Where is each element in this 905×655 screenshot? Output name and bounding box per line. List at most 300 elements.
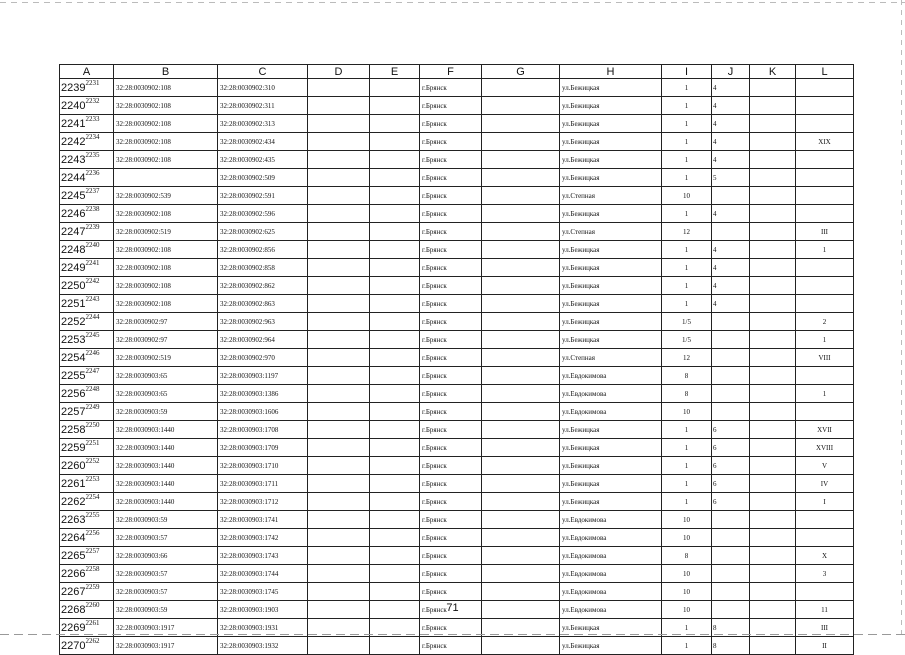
cell-k[interactable]: [750, 205, 796, 223]
cell-l[interactable]: 1: [796, 331, 854, 349]
cell-g[interactable]: [482, 439, 560, 457]
cell-g[interactable]: [482, 367, 560, 385]
cell-j[interactable]: 6: [712, 493, 750, 511]
cell-g[interactable]: [482, 385, 560, 403]
cell-k[interactable]: [750, 241, 796, 259]
cell-b[interactable]: 32:28:0030903:59: [114, 511, 218, 529]
cell-k[interactable]: [750, 295, 796, 313]
cell-c[interactable]: 32:28:0030902:862: [218, 277, 308, 295]
cell-e[interactable]: [370, 493, 420, 511]
cell-k[interactable]: [750, 133, 796, 151]
cell-k[interactable]: [750, 457, 796, 475]
cell-i[interactable]: 1: [662, 493, 712, 511]
cell-e[interactable]: [370, 277, 420, 295]
cell-k[interactable]: [750, 565, 796, 583]
cell-g[interactable]: [482, 565, 560, 583]
cell-c[interactable]: 32:28:0030902:596: [218, 205, 308, 223]
cell-e[interactable]: [370, 205, 420, 223]
cell-f[interactable]: г.Брянск: [420, 493, 482, 511]
cell-e[interactable]: [370, 295, 420, 313]
cell-g[interactable]: [482, 169, 560, 187]
cell-d[interactable]: [308, 439, 370, 457]
cell-g[interactable]: [482, 205, 560, 223]
column-header-j[interactable]: J: [712, 65, 750, 79]
cell-j[interactable]: 4: [712, 277, 750, 295]
cell-f[interactable]: г.Брянск: [420, 547, 482, 565]
cell-j[interactable]: [712, 403, 750, 421]
column-header-l[interactable]: L: [796, 65, 854, 79]
cell-f[interactable]: г.Брянск: [420, 385, 482, 403]
cell-l[interactable]: XIX: [796, 133, 854, 151]
row-number-cell[interactable]: [60, 493, 114, 511]
cell-k[interactable]: [750, 79, 796, 97]
cell-c[interactable]: 32:28:0030903:1744: [218, 565, 308, 583]
cell-f[interactable]: г.Брянск: [420, 619, 482, 637]
cell-d[interactable]: [308, 79, 370, 97]
cell-b[interactable]: 32:28:0030902:108: [114, 277, 218, 295]
row-number-cell[interactable]: [60, 133, 114, 151]
cell-h[interactable]: ул.Бежицкая: [560, 151, 662, 169]
cell-c[interactable]: 32:28:0030902:863: [218, 295, 308, 313]
cell-k[interactable]: [750, 439, 796, 457]
cell-e[interactable]: [370, 79, 420, 97]
cell-k[interactable]: [750, 313, 796, 331]
cell-j[interactable]: 6: [712, 457, 750, 475]
cell-i[interactable]: 1: [662, 97, 712, 115]
cell-b[interactable]: 32:28:0030902:108: [114, 259, 218, 277]
cell-f[interactable]: г.Брянск: [420, 601, 482, 619]
cell-d[interactable]: [308, 367, 370, 385]
cell-i[interactable]: 1: [662, 241, 712, 259]
cell-h[interactable]: ул.Бежицкая: [560, 259, 662, 277]
cell-k[interactable]: [750, 403, 796, 421]
cell-l[interactable]: [796, 295, 854, 313]
cell-h[interactable]: ул.Бежицкая: [560, 313, 662, 331]
cell-e[interactable]: [370, 421, 420, 439]
cell-b[interactable]: 32:28:0030903:1440: [114, 421, 218, 439]
cell-k[interactable]: [750, 421, 796, 439]
cell-f[interactable]: г.Брянск: [420, 439, 482, 457]
cell-c[interactable]: 32:28:0030903:1903: [218, 601, 308, 619]
cell-l[interactable]: VIII: [796, 349, 854, 367]
cell-k[interactable]: [750, 475, 796, 493]
cell-i[interactable]: 8: [662, 385, 712, 403]
row-number-cell[interactable]: [60, 169, 114, 187]
cell-b[interactable]: 32:28:0030903:65: [114, 367, 218, 385]
cell-j[interactable]: [712, 349, 750, 367]
column-header-a[interactable]: A: [60, 65, 114, 79]
row-number-cell[interactable]: [60, 205, 114, 223]
cell-g[interactable]: [482, 259, 560, 277]
cell-d[interactable]: [308, 295, 370, 313]
row-number-cell[interactable]: [60, 637, 114, 655]
cell-j[interactable]: 8: [712, 637, 750, 655]
cell-g[interactable]: [482, 79, 560, 97]
cell-g[interactable]: [482, 349, 560, 367]
cell-d[interactable]: [308, 457, 370, 475]
cell-d[interactable]: [308, 475, 370, 493]
cell-b[interactable]: 32:28:0030903:1440: [114, 457, 218, 475]
cell-g[interactable]: [482, 331, 560, 349]
cell-b[interactable]: 32:28:0030903:66: [114, 547, 218, 565]
cell-l[interactable]: XVIII: [796, 439, 854, 457]
cell-b[interactable]: 32:28:0030903:57: [114, 565, 218, 583]
cell-c[interactable]: 32:28:0030902:310: [218, 79, 308, 97]
cell-c[interactable]: 32:28:0030902:311: [218, 97, 308, 115]
cell-l[interactable]: [796, 277, 854, 295]
cell-h[interactable]: ул.Бежицкая: [560, 205, 662, 223]
row-number-cell[interactable]: [60, 421, 114, 439]
cell-k[interactable]: [750, 493, 796, 511]
cell-e[interactable]: [370, 547, 420, 565]
row-number-cell[interactable]: [60, 349, 114, 367]
cell-l[interactable]: [796, 511, 854, 529]
cell-i[interactable]: 8: [662, 367, 712, 385]
cell-e[interactable]: [370, 457, 420, 475]
cell-e[interactable]: [370, 259, 420, 277]
cell-l[interactable]: [796, 169, 854, 187]
cell-b[interactable]: 32:28:0030902:108: [114, 241, 218, 259]
cell-b[interactable]: 32:28:0030902:108: [114, 133, 218, 151]
cell-b[interactable]: 32:28:0030902:108: [114, 79, 218, 97]
cell-d[interactable]: [308, 583, 370, 601]
cell-e[interactable]: [370, 367, 420, 385]
cell-l[interactable]: [796, 205, 854, 223]
cell-d[interactable]: [308, 421, 370, 439]
cell-j[interactable]: 4: [712, 79, 750, 97]
cell-h[interactable]: ул.Бежицкая: [560, 241, 662, 259]
cell-h[interactable]: ул.Бежицкая: [560, 637, 662, 655]
cell-k[interactable]: [750, 187, 796, 205]
cell-j[interactable]: 4: [712, 205, 750, 223]
column-header-c[interactable]: C: [218, 65, 308, 79]
row-number-cell[interactable]: [60, 223, 114, 241]
cell-l[interactable]: [796, 115, 854, 133]
cell-c[interactable]: 32:28:0030902:858: [218, 259, 308, 277]
cell-b[interactable]: 32:28:0030902:108: [114, 151, 218, 169]
cell-f[interactable]: г.Брянск: [420, 205, 482, 223]
cell-b[interactable]: [114, 169, 218, 187]
cell-h[interactable]: ул.Бежицкая: [560, 439, 662, 457]
cell-b[interactable]: 32:28:0030902:519: [114, 349, 218, 367]
cell-d[interactable]: [308, 205, 370, 223]
cell-j[interactable]: [712, 223, 750, 241]
row-number-cell[interactable]: [60, 475, 114, 493]
cell-j[interactable]: 4: [712, 151, 750, 169]
cell-f[interactable]: г.Брянск: [420, 241, 482, 259]
cell-f[interactable]: г.Брянск: [420, 97, 482, 115]
cell-h[interactable]: ул.Бежицкая: [560, 169, 662, 187]
cell-k[interactable]: [750, 115, 796, 133]
cell-f[interactable]: г.Брянск: [420, 529, 482, 547]
cell-l[interactable]: II: [796, 637, 854, 655]
cell-b[interactable]: 32:28:0030902:97: [114, 331, 218, 349]
cell-k[interactable]: [750, 259, 796, 277]
cell-f[interactable]: г.Брянск: [420, 367, 482, 385]
cell-l[interactable]: [796, 151, 854, 169]
cell-h[interactable]: ул.Бежицкая: [560, 115, 662, 133]
cell-l[interactable]: 2: [796, 313, 854, 331]
cell-l[interactable]: [796, 529, 854, 547]
cell-e[interactable]: [370, 349, 420, 367]
cell-j[interactable]: [712, 385, 750, 403]
cell-g[interactable]: [482, 403, 560, 421]
row-number-cell[interactable]: [60, 529, 114, 547]
cell-k[interactable]: [750, 223, 796, 241]
cell-f[interactable]: г.Брянск: [420, 223, 482, 241]
cell-j[interactable]: 4: [712, 97, 750, 115]
cell-b[interactable]: 32:28:0030903:1440: [114, 493, 218, 511]
cell-g[interactable]: [482, 295, 560, 313]
cell-b[interactable]: 32:28:0030903:59: [114, 403, 218, 421]
cell-j[interactable]: 8: [712, 619, 750, 637]
cell-h[interactable]: ул.Бежицкая: [560, 277, 662, 295]
cell-g[interactable]: [482, 421, 560, 439]
cell-g[interactable]: [482, 133, 560, 151]
cell-i[interactable]: 1: [662, 475, 712, 493]
cell-l[interactable]: [796, 583, 854, 601]
cell-l[interactable]: 11: [796, 601, 854, 619]
cell-d[interactable]: [308, 493, 370, 511]
cell-c[interactable]: 32:28:0030902:625: [218, 223, 308, 241]
cell-e[interactable]: [370, 529, 420, 547]
cell-d[interactable]: [308, 385, 370, 403]
cell-i[interactable]: 10: [662, 601, 712, 619]
cell-i[interactable]: 1: [662, 457, 712, 475]
cell-j[interactable]: 5: [712, 169, 750, 187]
row-number-cell[interactable]: [60, 241, 114, 259]
cell-h[interactable]: ул.Евдокимова: [560, 529, 662, 547]
cell-i[interactable]: 1: [662, 295, 712, 313]
cell-f[interactable]: г.Брянск: [420, 133, 482, 151]
cell-c[interactable]: 32:28:0030903:1742: [218, 529, 308, 547]
cell-e[interactable]: [370, 151, 420, 169]
cell-g[interactable]: [482, 529, 560, 547]
cell-e[interactable]: [370, 241, 420, 259]
cell-d[interactable]: [308, 637, 370, 655]
cell-g[interactable]: [482, 493, 560, 511]
cell-k[interactable]: [750, 637, 796, 655]
cell-f[interactable]: г.Брянск: [420, 115, 482, 133]
cell-h[interactable]: ул.Бежицкая: [560, 331, 662, 349]
cell-g[interactable]: [482, 187, 560, 205]
column-header-g[interactable]: G: [482, 65, 560, 79]
cell-i[interactable]: 12: [662, 223, 712, 241]
cell-e[interactable]: [370, 583, 420, 601]
cell-c[interactable]: 32:28:0030902:963: [218, 313, 308, 331]
cell-i[interactable]: 10: [662, 529, 712, 547]
cell-c[interactable]: 32:28:0030903:1709: [218, 439, 308, 457]
cell-j[interactable]: [712, 367, 750, 385]
row-number-cell[interactable]: [60, 331, 114, 349]
row-number-cell[interactable]: [60, 79, 114, 97]
cell-d[interactable]: [308, 97, 370, 115]
cell-i[interactable]: 1: [662, 619, 712, 637]
cell-h[interactable]: ул.Степная: [560, 187, 662, 205]
row-number-cell[interactable]: [60, 439, 114, 457]
cell-h[interactable]: ул.Евдокимова: [560, 367, 662, 385]
cell-c[interactable]: 32:28:0030903:1197: [218, 367, 308, 385]
column-header-k[interactable]: K: [750, 65, 796, 79]
cell-i[interactable]: 1: [662, 637, 712, 655]
cell-d[interactable]: [308, 529, 370, 547]
row-number-cell[interactable]: [60, 295, 114, 313]
cell-c[interactable]: 32:28:0030903:1386: [218, 385, 308, 403]
cell-l[interactable]: [796, 97, 854, 115]
cell-h[interactable]: ул.Степная: [560, 349, 662, 367]
cell-c[interactable]: 32:28:0030902:856: [218, 241, 308, 259]
cell-j[interactable]: [712, 547, 750, 565]
cell-h[interactable]: ул.Бежицкая: [560, 79, 662, 97]
cell-j[interactable]: 4: [712, 133, 750, 151]
cell-i[interactable]: 1: [662, 439, 712, 457]
row-number-cell[interactable]: [60, 403, 114, 421]
cell-i[interactable]: 10: [662, 583, 712, 601]
cell-d[interactable]: [308, 187, 370, 205]
cell-j[interactable]: [712, 565, 750, 583]
cell-h[interactable]: ул.Бежицкая: [560, 421, 662, 439]
cell-g[interactable]: [482, 277, 560, 295]
row-number-cell[interactable]: [60, 367, 114, 385]
row-number-cell[interactable]: [60, 259, 114, 277]
cell-g[interactable]: [482, 637, 560, 655]
cell-f[interactable]: г.Брянск: [420, 169, 482, 187]
cell-g[interactable]: [482, 313, 560, 331]
cell-d[interactable]: [308, 259, 370, 277]
cell-i[interactable]: 1/5: [662, 331, 712, 349]
cell-h[interactable]: ул.Евдокимова: [560, 511, 662, 529]
cell-j[interactable]: 4: [712, 295, 750, 313]
cell-g[interactable]: [482, 97, 560, 115]
cell-e[interactable]: [370, 331, 420, 349]
cell-h[interactable]: ул.Бежицкая: [560, 475, 662, 493]
row-number-cell[interactable]: [60, 97, 114, 115]
cell-e[interactable]: [370, 97, 420, 115]
cell-l[interactable]: V: [796, 457, 854, 475]
cell-f[interactable]: г.Брянск: [420, 295, 482, 313]
cell-i[interactable]: 1: [662, 259, 712, 277]
cell-i[interactable]: 10: [662, 187, 712, 205]
cell-c[interactable]: 32:28:0030903:1932: [218, 637, 308, 655]
cell-f[interactable]: г.Брянск: [420, 511, 482, 529]
cell-d[interactable]: [308, 511, 370, 529]
cell-c[interactable]: 32:28:0030903:1708: [218, 421, 308, 439]
cell-c[interactable]: 32:28:0030903:1743: [218, 547, 308, 565]
cell-h[interactable]: ул.Бежицкая: [560, 97, 662, 115]
cell-c[interactable]: 32:28:0030902:591: [218, 187, 308, 205]
cell-l[interactable]: IV: [796, 475, 854, 493]
cell-k[interactable]: [750, 385, 796, 403]
cell-i[interactable]: 10: [662, 511, 712, 529]
cell-b[interactable]: 32:28:0030902:97: [114, 313, 218, 331]
cell-d[interactable]: [308, 331, 370, 349]
cell-b[interactable]: 32:28:0030903:1917: [114, 637, 218, 655]
cell-d[interactable]: [308, 313, 370, 331]
cell-f[interactable]: г.Брянск: [420, 421, 482, 439]
cell-d[interactable]: [308, 169, 370, 187]
cell-f[interactable]: г.Брянск: [420, 457, 482, 475]
cell-l[interactable]: 1: [796, 241, 854, 259]
cell-c[interactable]: 32:28:0030903:1606: [218, 403, 308, 421]
cell-k[interactable]: [750, 511, 796, 529]
cell-e[interactable]: [370, 223, 420, 241]
cell-l[interactable]: [796, 187, 854, 205]
column-header-d[interactable]: D: [308, 65, 370, 79]
cell-f[interactable]: г.Брянск: [420, 259, 482, 277]
cell-j[interactable]: 6: [712, 439, 750, 457]
cell-j[interactable]: 4: [712, 259, 750, 277]
cell-i[interactable]: 8: [662, 547, 712, 565]
cell-c[interactable]: 32:28:0030903:1711: [218, 475, 308, 493]
row-number-cell[interactable]: [60, 115, 114, 133]
cell-h[interactable]: ул.Евдокимова: [560, 385, 662, 403]
column-header-h[interactable]: H: [560, 65, 662, 79]
cell-e[interactable]: [370, 385, 420, 403]
cell-e[interactable]: [370, 637, 420, 655]
cell-g[interactable]: [482, 223, 560, 241]
cell-b[interactable]: 32:28:0030903:1917: [114, 619, 218, 637]
cell-f[interactable]: г.Брянск: [420, 151, 482, 169]
cell-e[interactable]: [370, 511, 420, 529]
cell-c[interactable]: 32:28:0030902:509: [218, 169, 308, 187]
cell-j[interactable]: 4: [712, 115, 750, 133]
cell-k[interactable]: [750, 151, 796, 169]
cell-j[interactable]: 4: [712, 241, 750, 259]
cell-b[interactable]: 32:28:0030903:57: [114, 583, 218, 601]
cell-i[interactable]: 10: [662, 565, 712, 583]
cell-c[interactable]: 32:28:0030902:435: [218, 151, 308, 169]
column-header-e[interactable]: E: [370, 65, 420, 79]
row-number-cell[interactable]: [60, 187, 114, 205]
cell-c[interactable]: 32:28:0030903:1741: [218, 511, 308, 529]
cell-d[interactable]: [308, 349, 370, 367]
cell-l[interactable]: XVII: [796, 421, 854, 439]
cell-i[interactable]: 12: [662, 349, 712, 367]
cell-c[interactable]: 32:28:0030903:1931: [218, 619, 308, 637]
cell-g[interactable]: [482, 115, 560, 133]
cell-c[interactable]: 32:28:0030902:970: [218, 349, 308, 367]
cell-i[interactable]: 10: [662, 403, 712, 421]
cell-b[interactable]: 32:28:0030902:108: [114, 97, 218, 115]
cell-b[interactable]: 32:28:0030902:108: [114, 115, 218, 133]
cell-k[interactable]: [750, 367, 796, 385]
cell-k[interactable]: [750, 277, 796, 295]
cell-c[interactable]: 32:28:0030903:1745: [218, 583, 308, 601]
cell-j[interactable]: 6: [712, 475, 750, 493]
cell-f[interactable]: г.Брянск: [420, 349, 482, 367]
cell-f[interactable]: г.Брянск: [420, 565, 482, 583]
cell-f[interactable]: г.Брянск: [420, 79, 482, 97]
cell-b[interactable]: 32:28:0030903:1440: [114, 475, 218, 493]
cell-h[interactable]: ул.Бежицкая: [560, 457, 662, 475]
cell-j[interactable]: [712, 331, 750, 349]
cell-i[interactable]: 1: [662, 133, 712, 151]
row-number-cell[interactable]: [60, 385, 114, 403]
row-number-cell[interactable]: [60, 511, 114, 529]
cell-g[interactable]: [482, 151, 560, 169]
cell-l[interactable]: I: [796, 493, 854, 511]
cell-j[interactable]: [712, 187, 750, 205]
cell-i[interactable]: 1/5: [662, 313, 712, 331]
cell-l[interactable]: [796, 367, 854, 385]
cell-c[interactable]: 32:28:0030903:1710: [218, 457, 308, 475]
cell-l[interactable]: [796, 403, 854, 421]
row-number-cell[interactable]: [60, 547, 114, 565]
cell-h[interactable]: ул.Степная: [560, 223, 662, 241]
cell-h[interactable]: ул.Бежицкая: [560, 295, 662, 313]
cell-j[interactable]: 6: [712, 421, 750, 439]
cell-h[interactable]: ул.Евдокимова: [560, 547, 662, 565]
